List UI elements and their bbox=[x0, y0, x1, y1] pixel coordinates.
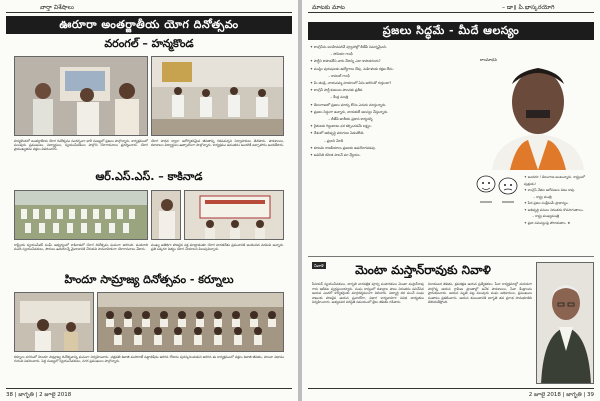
left-running-head: వార్తా విశేషాలు bbox=[40, 4, 74, 11]
photo-kakinada-speaker-art bbox=[152, 191, 181, 240]
photo-portrait-ram-madhav-art bbox=[472, 44, 594, 170]
left-page bbox=[0, 0, 298, 401]
section-divider bbox=[308, 256, 594, 257]
photo-kakinada-field-art bbox=[15, 191, 148, 240]
footer-rule bbox=[6, 388, 292, 389]
obit-text-col1: సీనియర్ స్వయంసేవకులు, జాగృతి వారపత్రిక పూర్వ సంపాదకులు మెంటా మస్తాన్‌రావు గారు ఇటీవల స్వర్గస్థులయ్యారు. సంఘ కార్యంలో దశాబ్దాల పాటు నిరంతరం పనిచేసిన ఆయన ఎందరో కార్యకర్తలకు మార్గదర్శకులుగా నిలిచారు. విద్యార్థి దశ నుంచే సంఘ శాఖలకు హాజరైన ఆయన ప్రచారక్‌గా, విభాగ కార్యవాహగా వివిధ బాధ్యతలు నిర్వహించారు. అత్యవసర పరిస్థితి సమయంలో జైలు జీవితం గడిపారు. bbox=[312, 282, 424, 305]
section-heading-warangal: వరంగల్ – హన్మకొండ bbox=[104, 37, 194, 50]
column-quotes: ✦ కాంగ్రెస్‌ను బలహీనపరిచే వ్యూహాల్లో బీజేపీ నిమగ్నమైంది. – సోనియా గాంధీ ✦ పార్టీని కాపాడలేని వారు దేశాన్ని ఎలా కాపాడగలరు? ✦ ముస్లిం పురుషులకు ఉద్యోగాలు లేవు, మహిళలకు రక్షణ లేదు. – రాహుల్ గాంధీ ✦ మీ తండ్రి, నాయనమ్మ హయాంలో ఏమి జరిగిందో గుర్తుందా? ✦ కాంగ్రెస్ పార్టీ కుటుంబ పాలనకు ప్రతీక. – కేంద్ర మంత్రి ✦ తెలంగాణలో ప్రజలు మార్పు కోసం ఎదురు చూస్తున్నారు. ✦ ప్రజలు సిద్ధంగా ఉన్నారు, నాయకులే ఆలస్యం చేస్తున్నారు. – బీజేపీ జాతీయ ప్రధాన కార్యదర్శి ✦ రైతులకు గిట్టుబాటు ధర కల్పించడమే లక్ష్యం. ✦ దేశంలో అభివృద్ధి పరుగులు పెడుతోంది. – ప్రధాని మోదీ ✦ కూటమి రాజకీయాలు ప్రజలకు ఉపయోగపడవు. ✦ అవినీతి రహిత పాలనే మా ధ్యేయం. bbox=[310, 45, 394, 158]
text-warangal-col2: యోగ సాధన ద్వారా ఆరోగ్యకరమైన జీవితాన్ని గడపవచ్చని నిర్వాహకులు తెలిపారు. పాఠశాలలు, కళాశాలల విద్యార్థులు ఉత్సాహంగా పాల్గొన్నారు. కార్యక్రమం అనంతరం అందరికీ అల్పాహారం అందజేశారు. bbox=[151, 139, 284, 148]
photo-portrait-ram-madhav bbox=[472, 44, 594, 170]
right-footer-rule bbox=[308, 388, 594, 389]
photo-menta-mastan-rao bbox=[536, 262, 594, 384]
cartoon-caption: పుత్రుడు! bbox=[524, 181, 536, 186]
header-rule bbox=[6, 12, 292, 13]
section-heading-kakinada: ఆర్.ఎస్.ఎస్. – కాకినాడ bbox=[95, 170, 203, 183]
portrait-caption: రాంమాధవ్ bbox=[480, 58, 497, 62]
right-footer: 2 జూలై 2018 | జాగృతి | 39 bbox=[528, 392, 594, 398]
photo-kurnool-speaker-art bbox=[15, 293, 94, 352]
right-page bbox=[302, 0, 600, 401]
photo-kurnool-speaker bbox=[14, 292, 94, 352]
photo-kakinada-stage bbox=[184, 190, 284, 240]
obit-text-col2: నిరాడంబర జీవితం, క్రమశిక్షణ ఆయన ప్రత్యేకతలు. సేవా కార్యక్రమాల్లో చురుకుగా పాల్గొన్న ఆయన గ్రామీణ ప్రాంతాల్లో అనేక పాఠశాలలు, సేవా కేంద్రాలను ప్రారంభించారు. ఆయన మృతి పట్ల పలువురు సంఘ అధికారులు, ప్రముఖులు సంతాపం ప్రకటించారు. ఆయన కుటుంబానికి జాగృతి తన ప్రగాఢ సానుభూతిని తెలియజేస్తోంది. bbox=[428, 282, 532, 305]
photo-kakinada-stage-art bbox=[185, 191, 284, 240]
left-article-title: ఊరూరా అంతర్జాతీయ యోగ దినోత్సవం bbox=[6, 16, 292, 34]
left-footer: 38 | జాగృతి | 2 జూలై 2018 bbox=[6, 392, 72, 398]
right-header-rule bbox=[308, 12, 594, 13]
text-kakinada-col2: ముఖ్య అతిథిగా హాజరైన వక్త మాట్లాడుతూ యోగ భారతదేశం ప్రపంచానికి అందించిన వరమని అన్నారు. ప్రతి ఒక్కరూ నిత్యం యోగ చేయాలని పిలుపునిచ్చారు. bbox=[151, 243, 284, 252]
photo-kakinada-speaker bbox=[151, 190, 181, 240]
obit-tag: నివాళి bbox=[314, 263, 324, 268]
column-quotes-right: ✦ అందరూ ! తెలంగాణ అంటున్నారు. రాష్ట్రంలో పుత్రుడు! ✦ కాంగ్రెస్ నేతల ఆరోపణలు నిజం కావు. – రాష్ట్ర మంత్రి ✦ పేద ప్రజల సంక్షేమమే ప్రాధాన్యం. ✦ అభివృద్ధి పనులు నిరంతరం కొనసాగుతాయి. – రాష్ట్ర ముఖ్యమంత్రి ✦ ప్రజా సమస్యలపై పోరాడుతాం. ★ bbox=[524, 175, 585, 225]
section-heading-kurnool: హిందూ సామ్రాజ్య దినోత్సవం - కర్నూలు bbox=[64, 273, 234, 286]
text-kurnool: కర్నూలు నగరంలో హిందూ సామ్రాజ్య దినోత్సవాన్ని ఘనంగా నిర్వహించారు. ఛత్రపతి శివాజీ మహారాజ్ పట్టాభిషేకం జరిగిన రోజును పురస్కరించుకుని జరిగిన ఈ కార్యక్రమంలో వక్తలు శివాజీ జీవితం, పాలనా విధానం గురించి వివరించారు. పెద్ద సంఖ్యలో స్వయంసేవకులు, నగర ప్రముఖులు పాల్గొన్నారు. bbox=[14, 355, 284, 364]
photo-warangal-yoga bbox=[151, 56, 284, 136]
obit-title: మెంటా మస్తాన్‌రావుకు నివాళి bbox=[355, 263, 491, 277]
photo-kurnool-audience-art bbox=[98, 293, 284, 352]
photo-kurnool-audience bbox=[97, 292, 284, 352]
photo-warangal-dignitaries-art bbox=[15, 57, 148, 136]
photo-menta-mastan-rao-art bbox=[537, 263, 594, 384]
right-running-head-left: మాటకు మాట bbox=[312, 4, 345, 11]
text-warangal-col1: హన్మకొండలో అంతర్జాతీయ యోగ దినోత్సవం సందర్భంగా భారీ సంఖ్యలో ప్రజలు పాల్గొన్నారు. కార్యక్రమంలో పలువురు ప్రముఖులు, విద్యార్థులు, స్వయంసేవకులు పాల్గొని యోగాసనాలు ప్రదర్శించారు. యోగ ప్రాముఖ్యతను వక్తలు వివరించారు. bbox=[14, 139, 148, 152]
photo-kakinada-field bbox=[14, 190, 148, 240]
cartoon-illustration-art bbox=[472, 172, 522, 208]
right-running-head-right: – డా॥ పి.భాస్కరయోగి bbox=[502, 4, 555, 11]
cartoon-illustration bbox=[472, 172, 522, 208]
right-article-title: ప్రజలు సిద్ధమే - మీదే ఆలస్యం bbox=[308, 22, 594, 40]
photo-warangal-dignitaries bbox=[14, 56, 148, 136]
text-kakinada-col1: రాష్ట్రీయ స్వయంసేవక్ సంఘ్ ఆధ్వర్యంలో కాకినాడలో యోగ దినోత్సవం ఘనంగా జరిగింది. వందలాది మంది స్వయంసేవకులు, పౌరులు ఉదయాన్నే మైదానానికి చేరుకుని సామూహికంగా యోగాసనాలు వేశారు. bbox=[14, 243, 148, 252]
photo-warangal-yoga-art bbox=[152, 57, 284, 136]
